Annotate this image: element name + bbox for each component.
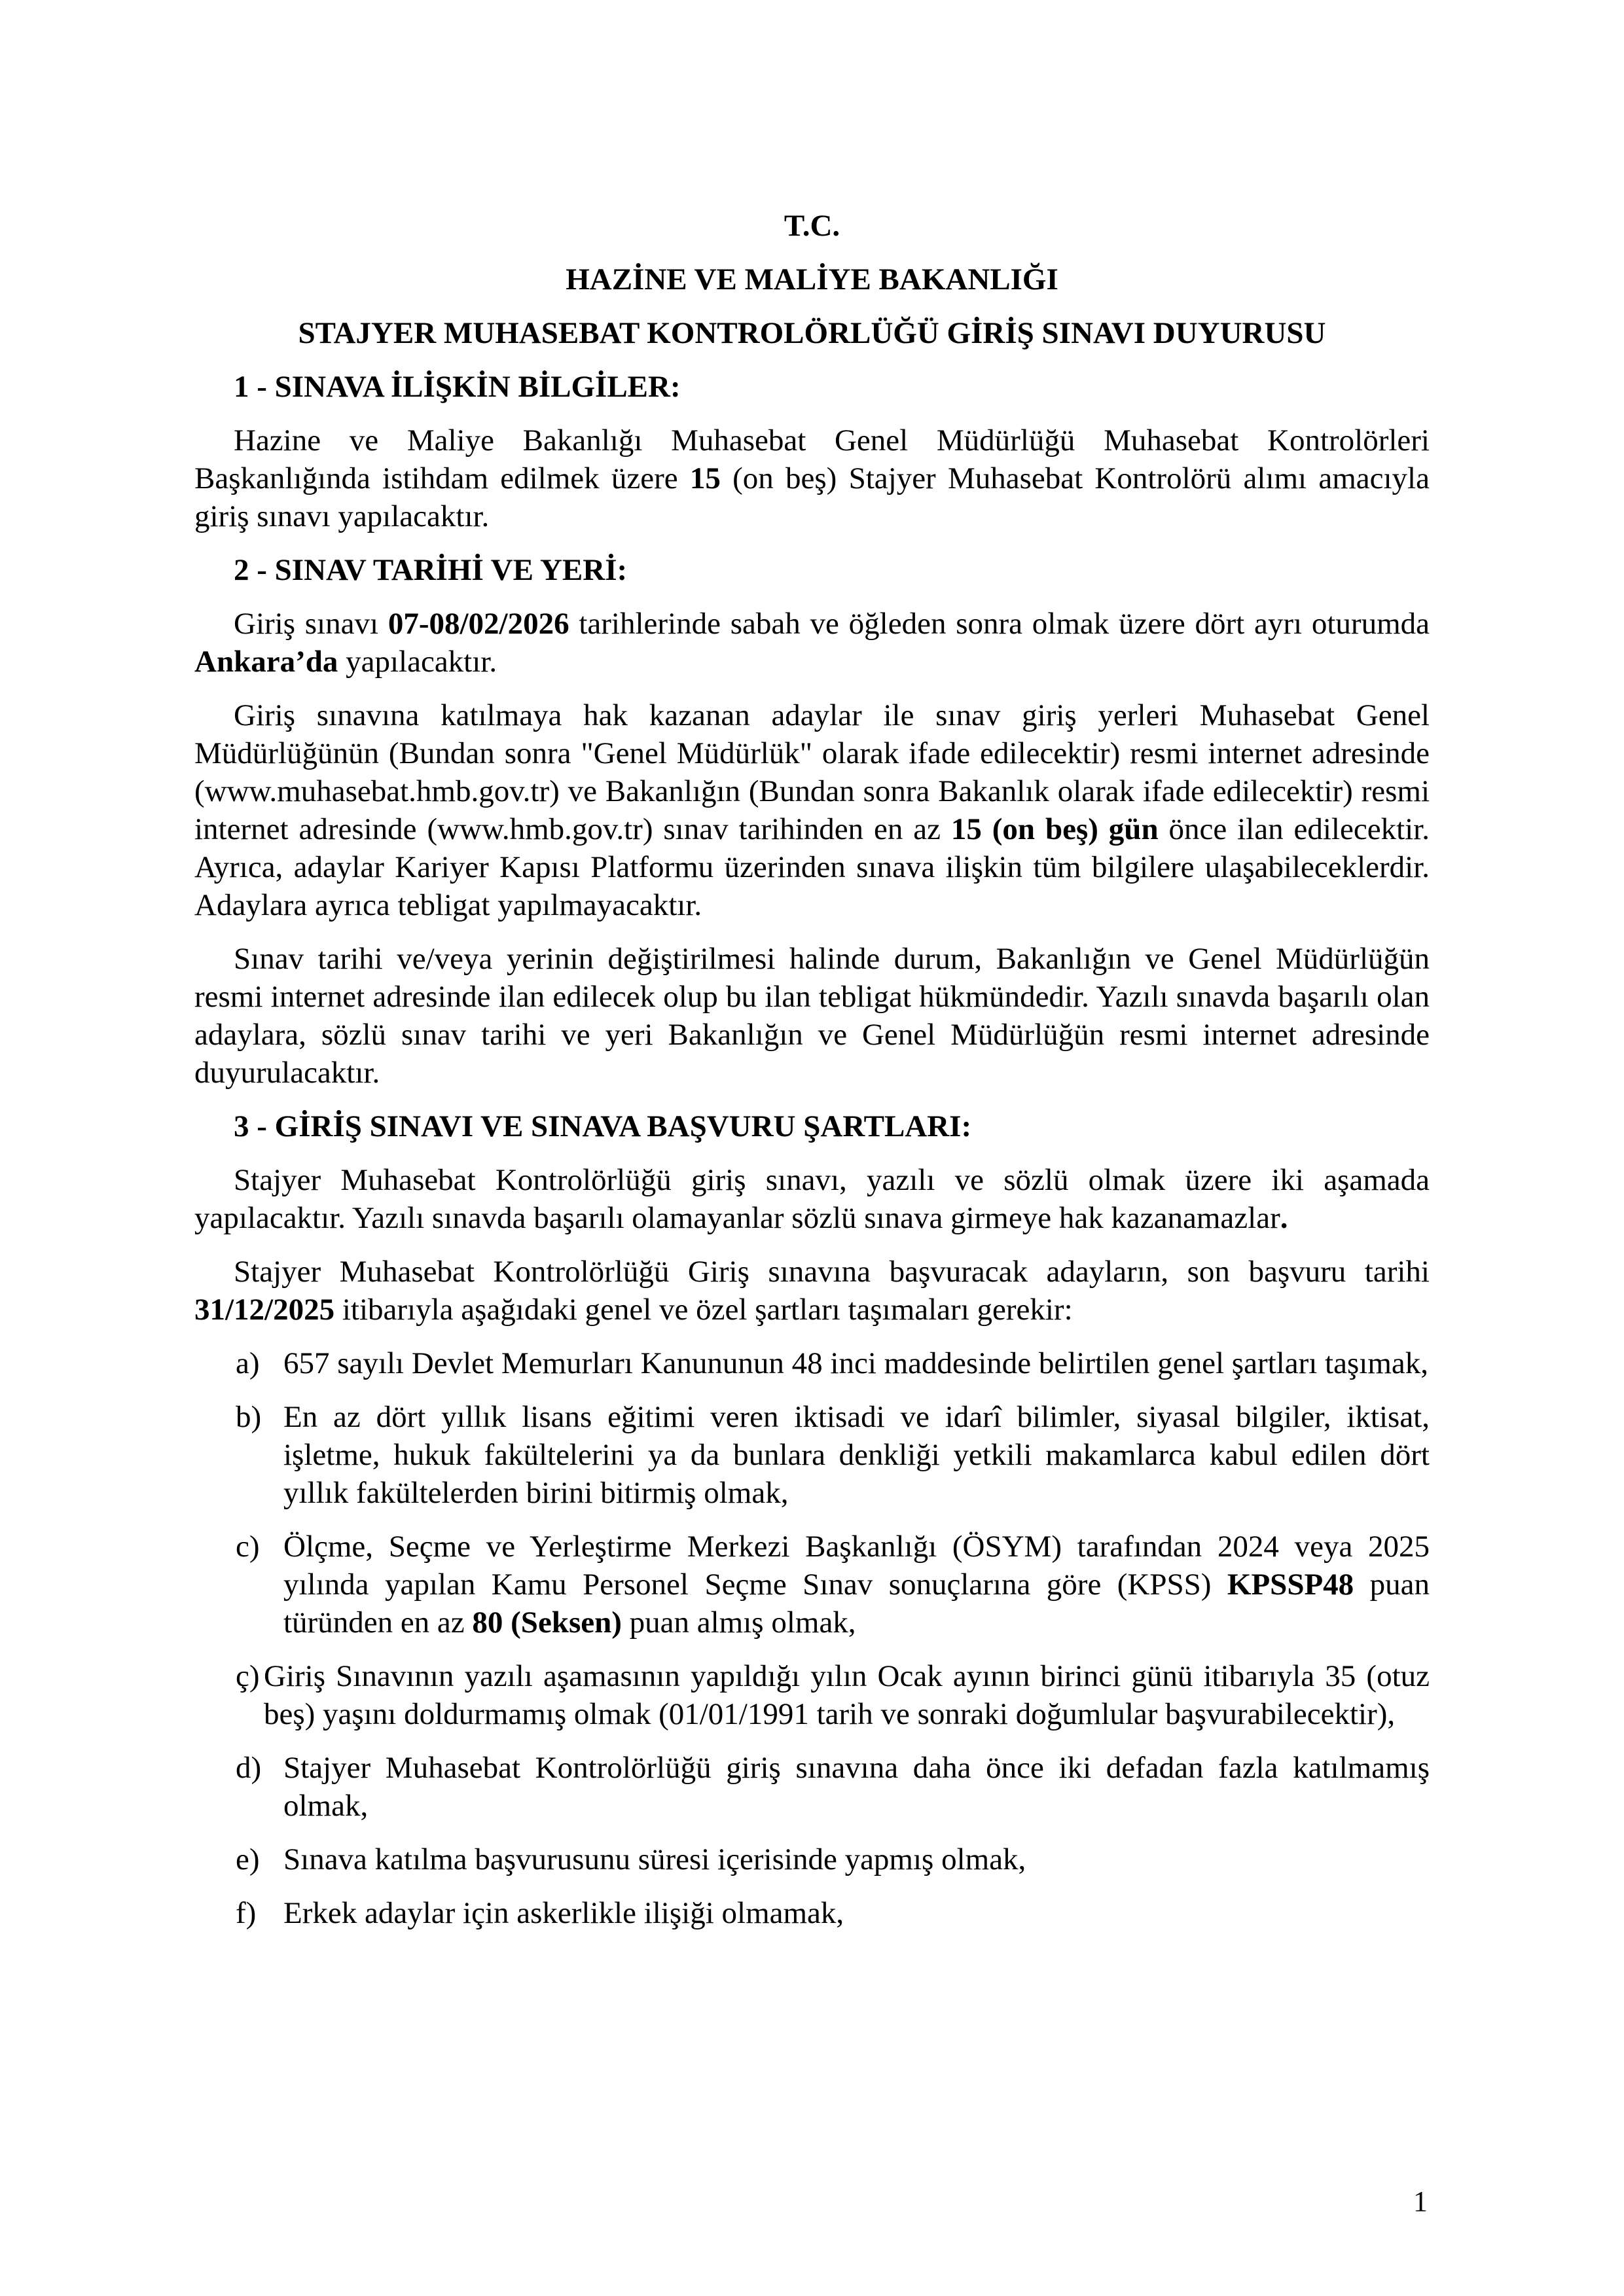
para-exam-purpose <box>194 422 1430 535</box>
doc-title-tc: T.C. <box>784 209 840 243</box>
list-item-a <box>194 1344 1430 1382</box>
text-run: puan almış olmak, <box>621 1605 856 1640</box>
section-heading-3: 3 - GİRİŞ SINAVI VE SINAVA BAŞVURU ŞARTLARI: <box>234 1109 972 1143</box>
list-marker-e: e) <box>236 1842 260 1876</box>
list-item-c <box>194 1528 1430 1641</box>
text-run: Stajyer Muhasebat Kontrolörlüğü giriş sınavı, yazılı ve sözlü olmak üzere iki aşamada yapılacaktır. Yazılı sınavda başarılı olamayanlar sözlü sınava girmeye hak kazanamazlar <box>194 1163 1430 1235</box>
text-run: 657 sayılı Devlet Memurları Kanununun 48 inci maddesinde belirtilen genel şartları taşımak, <box>283 1346 1428 1380</box>
list-item-d <box>194 1749 1430 1825</box>
para-exam-stages <box>194 1161 1430 1237</box>
para-application-deadline <box>194 1253 1430 1329</box>
text-run: Hazine ve Maliye Bakanlığı Muhasebat Genel Müdürlüğü Muhasebat Kontrolörleri Başkanlığında istihdam edilmek üzere <box>194 423 1430 495</box>
doc-title-announcement: STAJYER MUHASEBAT KONTROLÖRLÜĞÜ GİRİŞ SINAVI DUYURUSU <box>298 316 1326 350</box>
section-heading-1: 1 - SINAVA İLİŞKİN BİLGİLER: <box>234 370 681 404</box>
bold-run: KPSSP48 <box>1227 1568 1354 1602</box>
list-marker-c-cedilla: ç) <box>236 1659 260 1693</box>
text-run: Stajyer Muhasebat Kontrolörlüğü giriş sınavına daha önce iki defadan fazla katılmamış olmak, <box>283 1751 1430 1823</box>
bold-run: . <box>1280 1201 1288 1235</box>
bold-run: 80 (Seksen) <box>472 1605 622 1640</box>
text-run: Giriş sınavı <box>234 607 388 641</box>
list-marker-c: c) <box>236 1530 260 1564</box>
text-run: (on beş) Stajyer Muhasebat Kontrolörü alımı amacıyla giriş sınavı yapılacaktır. <box>194 461 1430 533</box>
list-marker-b: b) <box>236 1400 262 1434</box>
section-heading-2: 2 - SINAV TARİHİ VE YERİ: <box>234 553 628 587</box>
list-item-f <box>194 1894 1430 1932</box>
para-date-change-notice <box>194 940 1430 1092</box>
text-run: Erkek adaylar için askerlikle ilişiği olmamak, <box>283 1896 844 1930</box>
bold-run: Ankara’da <box>194 645 338 679</box>
text-run: puan türünden en az <box>283 1568 1430 1640</box>
text-run: En az dört yıllık lisans eğitimi veren iktisadi ve idarî bilimler, siyasal bilgiler, iktisat, işletme, hukuk fakültelerini ya da bunlara denkliği yetkili makamlarca kabul edilen dört yıllık fakültelerden birini bitirmiş olmak, <box>283 1400 1430 1510</box>
text-run: Sınava katılma başvurusunu süresi içerisinde yapmış olmak, <box>283 1842 1026 1876</box>
document-body <box>194 0 1430 1948</box>
text-run: Giriş Sınavının yazılı aşamasının yapıldığı yılın Ocak ayının birinci günü itibarıyla 35 (otuz beş) yaşını doldurmamış olmak (01/01/1991 tarih ve sonraki doğumlular başvurabilecektir), <box>264 1659 1430 1731</box>
text-run: önce ilan edilecektir. Ayrıca, adaylar Kariyer Kapısı Platformu üzerinden sınava ilişkin tüm bilgilere ulaşabileceklerdir. Adaylara ayrıca tebligat yapılmayacaktır. <box>194 812 1430 922</box>
list-item-c-cedilla <box>194 1657 1430 1733</box>
text-run: Giriş sınavına katılmaya hak kazanan adaylar ile sınav giriş yerleri Muhasebat Genel Müdürlüğünün (Bundan sonra "Genel Müdürlük" olarak ifade edilecektir) resmi internet adresinde (www.muhasebat.hmb.gov.tr) ve Bakanlığın (Bundan sonra Bakanlık olarak ifade edilecektir) resmi internet adresinde (www.hmb.gov.tr) sınav tarihinden en az <box>194 698 1430 846</box>
para-announcement-channels <box>194 696 1430 924</box>
list-marker-f: f) <box>236 1896 257 1930</box>
para-exam-date-city <box>194 605 1430 681</box>
page-number: 1 <box>1413 2185 1428 2217</box>
bold-run: 15 <box>689 461 721 495</box>
doc-title-ministry: HAZİNE VE MALİYE BAKANLIĞI <box>566 262 1058 296</box>
text-run: Stajyer Muhasebat Kontrolörlüğü Giriş sınavına başvuracak adayların, son başvuru tarihi <box>234 1255 1430 1289</box>
list-item-e <box>194 1840 1430 1878</box>
text-run: Ölçme, Seçme ve Yerleştirme Merkezi Başkanlığı (ÖSYM) tarafından 2024 veya 2025 yılında yapılan Kamu Personel Seçme Sınav sonuçlarına göre (KPSS) <box>283 1530 1430 1602</box>
bold-run: 15 (on beş) gün <box>950 812 1159 846</box>
text-run: tarihlerinde sabah ve öğleden sonra olmak üzere dört ayrı oturumda <box>569 607 1430 641</box>
list-item-b <box>194 1398 1430 1512</box>
requirements-list <box>194 1344 1430 1932</box>
list-marker-a: a) <box>236 1346 260 1380</box>
bold-run: 07-08/02/2026 <box>388 607 569 641</box>
list-marker-d: d) <box>236 1751 262 1785</box>
bold-run: 31/12/2025 <box>194 1293 335 1327</box>
text-run: Sınav tarihi ve/veya yerinin değiştirilmesi halinde durum, Bakanlığın ve Genel Müdürlüğün resmi internet adresinde ilan edilecek olup bu ilan tebligat hükmündedir. Yazılı sınavda başarılı olan adaylara, sözlü sınav tarihi ve yeri Bakanlığın ve Genel Müdürlüğün resmi internet adresinde duyurulacaktır. <box>194 942 1430 1090</box>
text-run: itibarıyla aşağıdaki genel ve özel şartları taşımaları gerekir: <box>334 1293 1073 1327</box>
text-run: yapılacaktır. <box>338 645 497 679</box>
